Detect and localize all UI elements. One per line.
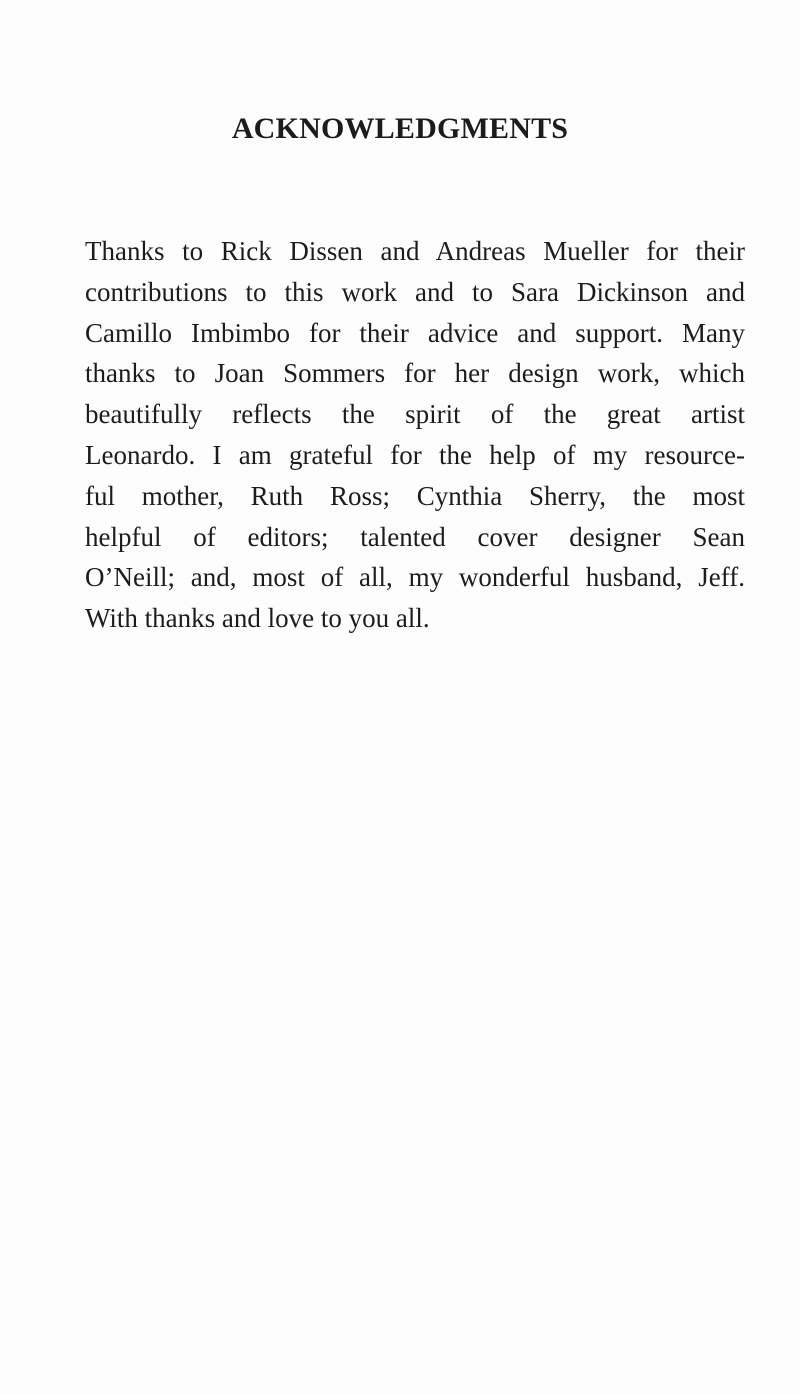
page-title: ACKNOWLEDGMENTS: [231, 112, 569, 145]
paragraph-line: helpful of editors; talented cover designer Sean: [85, 521, 745, 552]
paragraph-line: Camillo Imbimbo for their advice and support. Many: [85, 317, 745, 348]
paragraph-line: With thanks and love to you all.: [85, 603, 430, 634]
paragraph-line: beautifully reflects the spirit of the great artist: [85, 399, 745, 430]
paragraph-line: contributions to this work and to Sara Dickinson and: [85, 276, 745, 307]
paragraph-line: O’Neill; and, most of all, my wonderful husband, Jeff.: [85, 562, 745, 593]
paragraph-line: thanks to Joan Sommers for her design work, which: [85, 358, 745, 389]
paragraph-line: Leonardo. I am grateful for the help of my resource-: [85, 439, 745, 470]
paragraph-line: ful mother, Ruth Ross; Cynthia Sherry, the most: [85, 480, 745, 511]
paragraph-line: Thanks to Rick Dissen and Andreas Mueller for their: [85, 236, 745, 266]
acknowledgments-paragraph: [85, 231, 745, 639]
